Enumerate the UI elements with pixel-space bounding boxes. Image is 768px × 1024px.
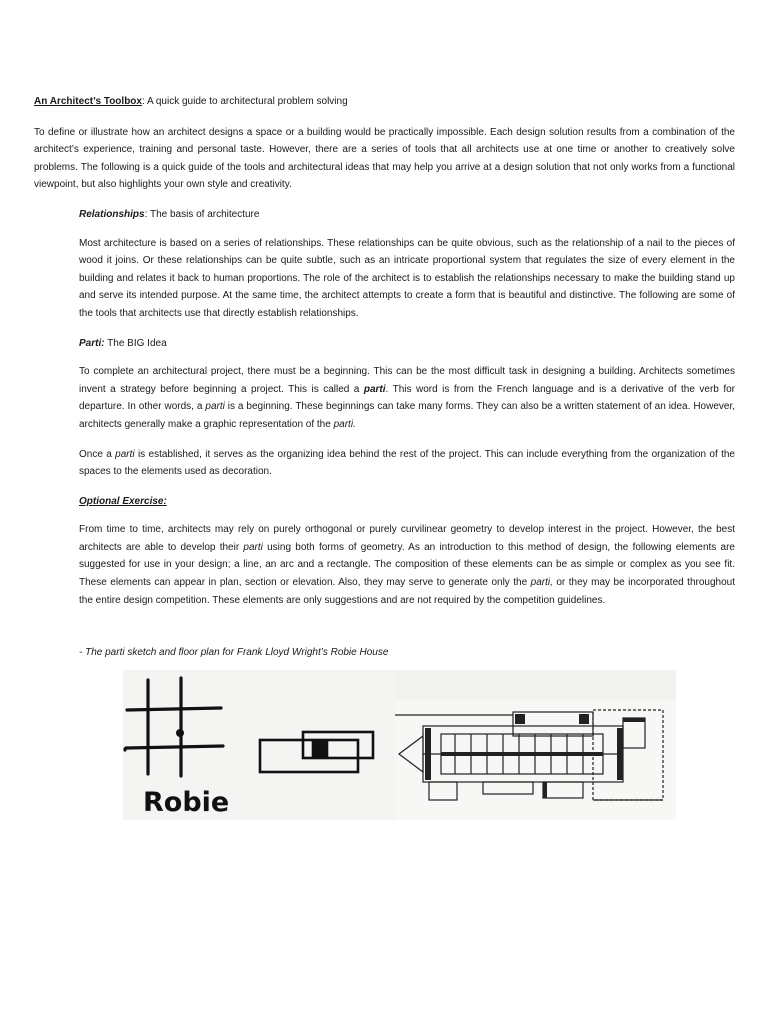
robie-sketch-and-plan xyxy=(123,670,676,820)
document-subtitle: A quick guide to architectural problem solving xyxy=(144,96,348,107)
parti-paragraph-1 xyxy=(79,363,735,433)
robie-house-figure xyxy=(123,670,676,820)
text-run: or they may be incorporated throughout the entire design competition. These elements are only suggestions and are not required by the competition guidelines. xyxy=(79,577,735,606)
figure-caption: - The parti sketch and floor plan for Frank Lloyd Wright’s Robie House xyxy=(79,647,389,658)
text-run: . This word is from the French language and is a derivative of the verb for departure. In other words, a xyxy=(79,383,735,413)
text-run: Once a xyxy=(79,448,116,460)
parti-paragraph-2 xyxy=(79,446,735,481)
relationships-heading-line xyxy=(79,206,735,224)
text-run: is a beginning. These beginnings can take many forms. They can also be a written statement of an idea. However, architects generally make a graphic representation of the xyxy=(79,401,735,430)
relationships-paragraph: Most architecture is based on a series of relationships. These relationships can be quite obvious, such as the relationship of a nail to the pieces of wood it joins. Or these relationships can be quite subtle, such as an intricate proportional system that regulates the size of every element in the building and relates it back to human proportions. The role of the architect is to establish the relationships necessary to make the building stand up and serve its intended purpose. At the same time, the architect attempts to create a form that is beautiful and distinctive. The following are some of the tools that architects use that directly establish relationships. xyxy=(79,237,735,319)
document-body xyxy=(34,93,735,621)
title-separator: : xyxy=(141,96,145,107)
term-parti: parti xyxy=(115,448,135,460)
term-parti: parti xyxy=(243,541,263,553)
exercise-heading: Optional Exercise: xyxy=(79,495,167,507)
document-title: An Architect’s Toolbox xyxy=(34,96,142,107)
term-parti: parti xyxy=(205,401,225,413)
text-run: using both forms of geometry. As an introduction to this method of design, the following elements are suggested for use in your design; a line, an arc and a rectangle. The composition of these elements can be as simple or complex as you see fit. These elements can appear in plan, section or elevation. Also, they may serve to generate only the xyxy=(79,541,735,589)
term-parti: parti. xyxy=(333,418,356,430)
parti-heading-line xyxy=(79,335,735,353)
term-parti: parti, xyxy=(530,577,553,589)
intro-paragraph: To define or illustrate how an architect designs a space or a building would be practically impossible. Each design solution results from a combination of the architect’s experience, training and personal taste. However, there are a series of tools that all architects use at one time or another to creatively solve problems. The following is a quick guide of the tools and architectural ideas that may help you arrive at a design solution that not only works from a functional viewpoint, but also highlights your own style and creativity. xyxy=(34,126,735,191)
relationships-heading: Relationships xyxy=(79,208,145,220)
text-run: To complete an architectural project, there must be a beginning. This can be the most difficult task in designing a building. Architects sometimes invent a strategy before beginning a project. This is called a xyxy=(79,366,735,395)
sketch-label: Robie xyxy=(143,787,230,818)
text-run: From time to time, architects may rely on purely orthogonal or purely curvilinear geometry to develop interest in the project. However, the best architects are able to develop their xyxy=(79,524,735,553)
parti-center-dot xyxy=(176,729,184,737)
exercise-heading-line xyxy=(79,493,735,511)
title-line xyxy=(34,93,735,111)
text-run: is established, it serves as the organizing idea behind the rest of the project. This can include everything from the organization of the spaces to the elements used as decoration. xyxy=(79,448,735,478)
exercise-paragraph xyxy=(79,521,735,609)
relationships-heading-rest: : The basis of architecture xyxy=(144,208,260,220)
parti-heading-rest: The BIG Idea xyxy=(104,337,167,349)
parti-heading: Parti: xyxy=(79,337,105,349)
term-parti: parti xyxy=(363,383,386,395)
